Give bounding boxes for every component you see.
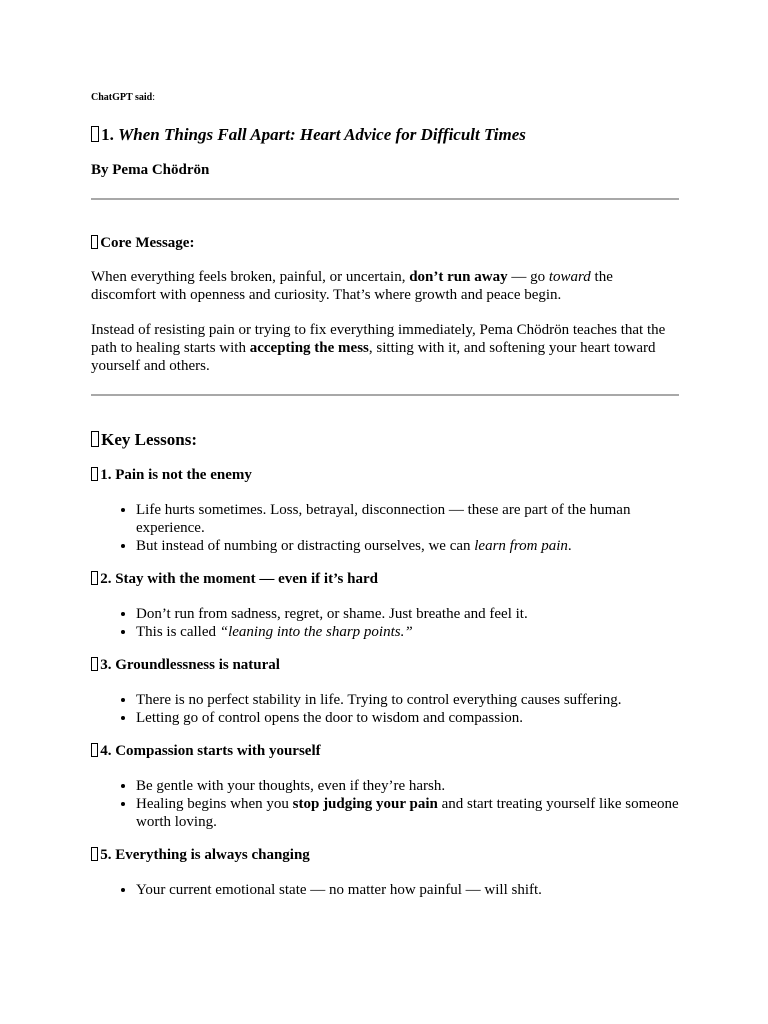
key-lessons-heading [91,429,679,451]
core-message-heading [91,233,679,253]
lesson-1-heading [91,465,679,485]
book-number: 1. [101,125,114,144]
lesson-5-title: 5. Everything is always changing [100,847,310,863]
document-content [91,92,679,899]
lesson-2-bullet-list [91,605,679,641]
lesson-2-bullet-2-text: This is called [136,624,220,640]
book-author: By Pema Chödrön [91,162,210,178]
lesson-3-bullet-1-text: There is no perfect stability in life. Trying to control everything causes suffering. [136,692,622,708]
lesson-1-title: 1. Pain is not the enemy [100,467,252,483]
lesson-3-title: 3. Groundlessness is natural [100,657,280,673]
lesson-1-emoji-icon [91,467,98,481]
chatgpt-said-label [91,92,679,104]
para1-text-c: — go [507,269,549,285]
lesson-2-heading [91,569,679,589]
list-item [136,691,679,709]
book-title-heading [91,124,679,146]
lesson-4-bullet-list [91,777,679,831]
lesson-1-bullet-list [91,501,679,555]
list-item [136,605,679,623]
core-message-paragraph-1 [91,268,679,304]
para1-bold-dont-run-away: don’t run away [409,269,508,285]
lesson-5-heading [91,845,679,865]
lesson-3-bullet-2-text: Letting go of control opens the door to wisdom and compassion. [136,710,524,726]
lesson-3-emoji-icon [91,657,98,671]
lesson-3-bullet-list [91,691,679,727]
lesson-4-bullet-2-post: and start treating yourself like someone worth loving. [136,796,679,830]
lesson-1-bullet-1-text: Life hurts sometimes. Loss, betrayal, disconnection — these are part of the human experience. [136,502,631,536]
list-item [136,777,679,795]
lesson-2-bullet-2-italic: “leaning into the sharp points.” [219,624,413,640]
lesson-4-heading [91,741,679,761]
core-message-paragraph-2 [91,321,679,375]
para2-text-a: Instead of resisting pain or trying to fix everything immediately, Pema Chödrön teaches that the path to healing starts with [91,322,666,356]
divider-1 [91,198,679,200]
lesson-1-bullet-2-italic: learn from pain [474,538,568,554]
list-item [136,709,679,727]
para2-text-c: , sitting with it, and softening your heart toward yourself and others. [91,340,656,374]
lesson-4-bullet-1-text: Be gentle with your thoughts, even if they’re harsh. [136,778,446,794]
lesson-4-emoji-icon [91,743,98,757]
lesson-1-bullet-2-text: But instead of numbing or distracting ourselves, we can [136,538,475,554]
lesson-5-emoji-icon [91,847,98,861]
list-item [136,795,679,831]
said-speaker: ChatGPT said [91,92,153,103]
para1-italic-toward: toward [548,269,591,285]
lesson-4-bullet-2-bold: stop judging your pain [292,796,438,812]
said-colon: : [152,92,156,103]
lesson-1-bullet-2-post: . [567,538,572,554]
lesson-2-bullet-1-text: Don’t run from sadness, regret, or shame. Just breathe and feel it. [136,606,528,622]
key-lessons-heading-text: Key Lessons: [101,430,198,449]
book-emoji-icon [91,126,99,142]
lesson-4-title: 4. Compassion starts with yourself [100,743,321,759]
lesson-5-bullet-list [91,881,679,899]
para2-bold-accepting-the-mess: accepting the mess [249,340,369,356]
lesson-2-title: 2. Stay with the moment — even if it’s hard [100,571,378,587]
list-item [136,881,679,899]
key-lessons-emoji-icon [91,431,99,447]
list-item [136,537,679,555]
para1-text-e: the discomfort with openness and curiosity. That’s where growth and peace begin. [91,269,613,303]
para1-text-a: When everything feels broken, painful, or uncertain, [91,269,410,285]
lesson-4-bullet-2-text: Healing begins when you [136,796,293,812]
list-item [136,623,679,641]
core-message-heading-text: Core Message: [100,235,195,251]
lesson-2-emoji-icon [91,571,98,585]
lesson-5-bullet-1-text: Your current emotional state — no matter how painful — will shift. [136,882,542,898]
divider-2 [91,394,679,396]
list-item [136,501,679,537]
core-message-emoji-icon [91,235,98,249]
lesson-3-heading [91,655,679,675]
book-title: When Things Fall Apart: Heart Advice for Difficult Times [118,125,526,144]
